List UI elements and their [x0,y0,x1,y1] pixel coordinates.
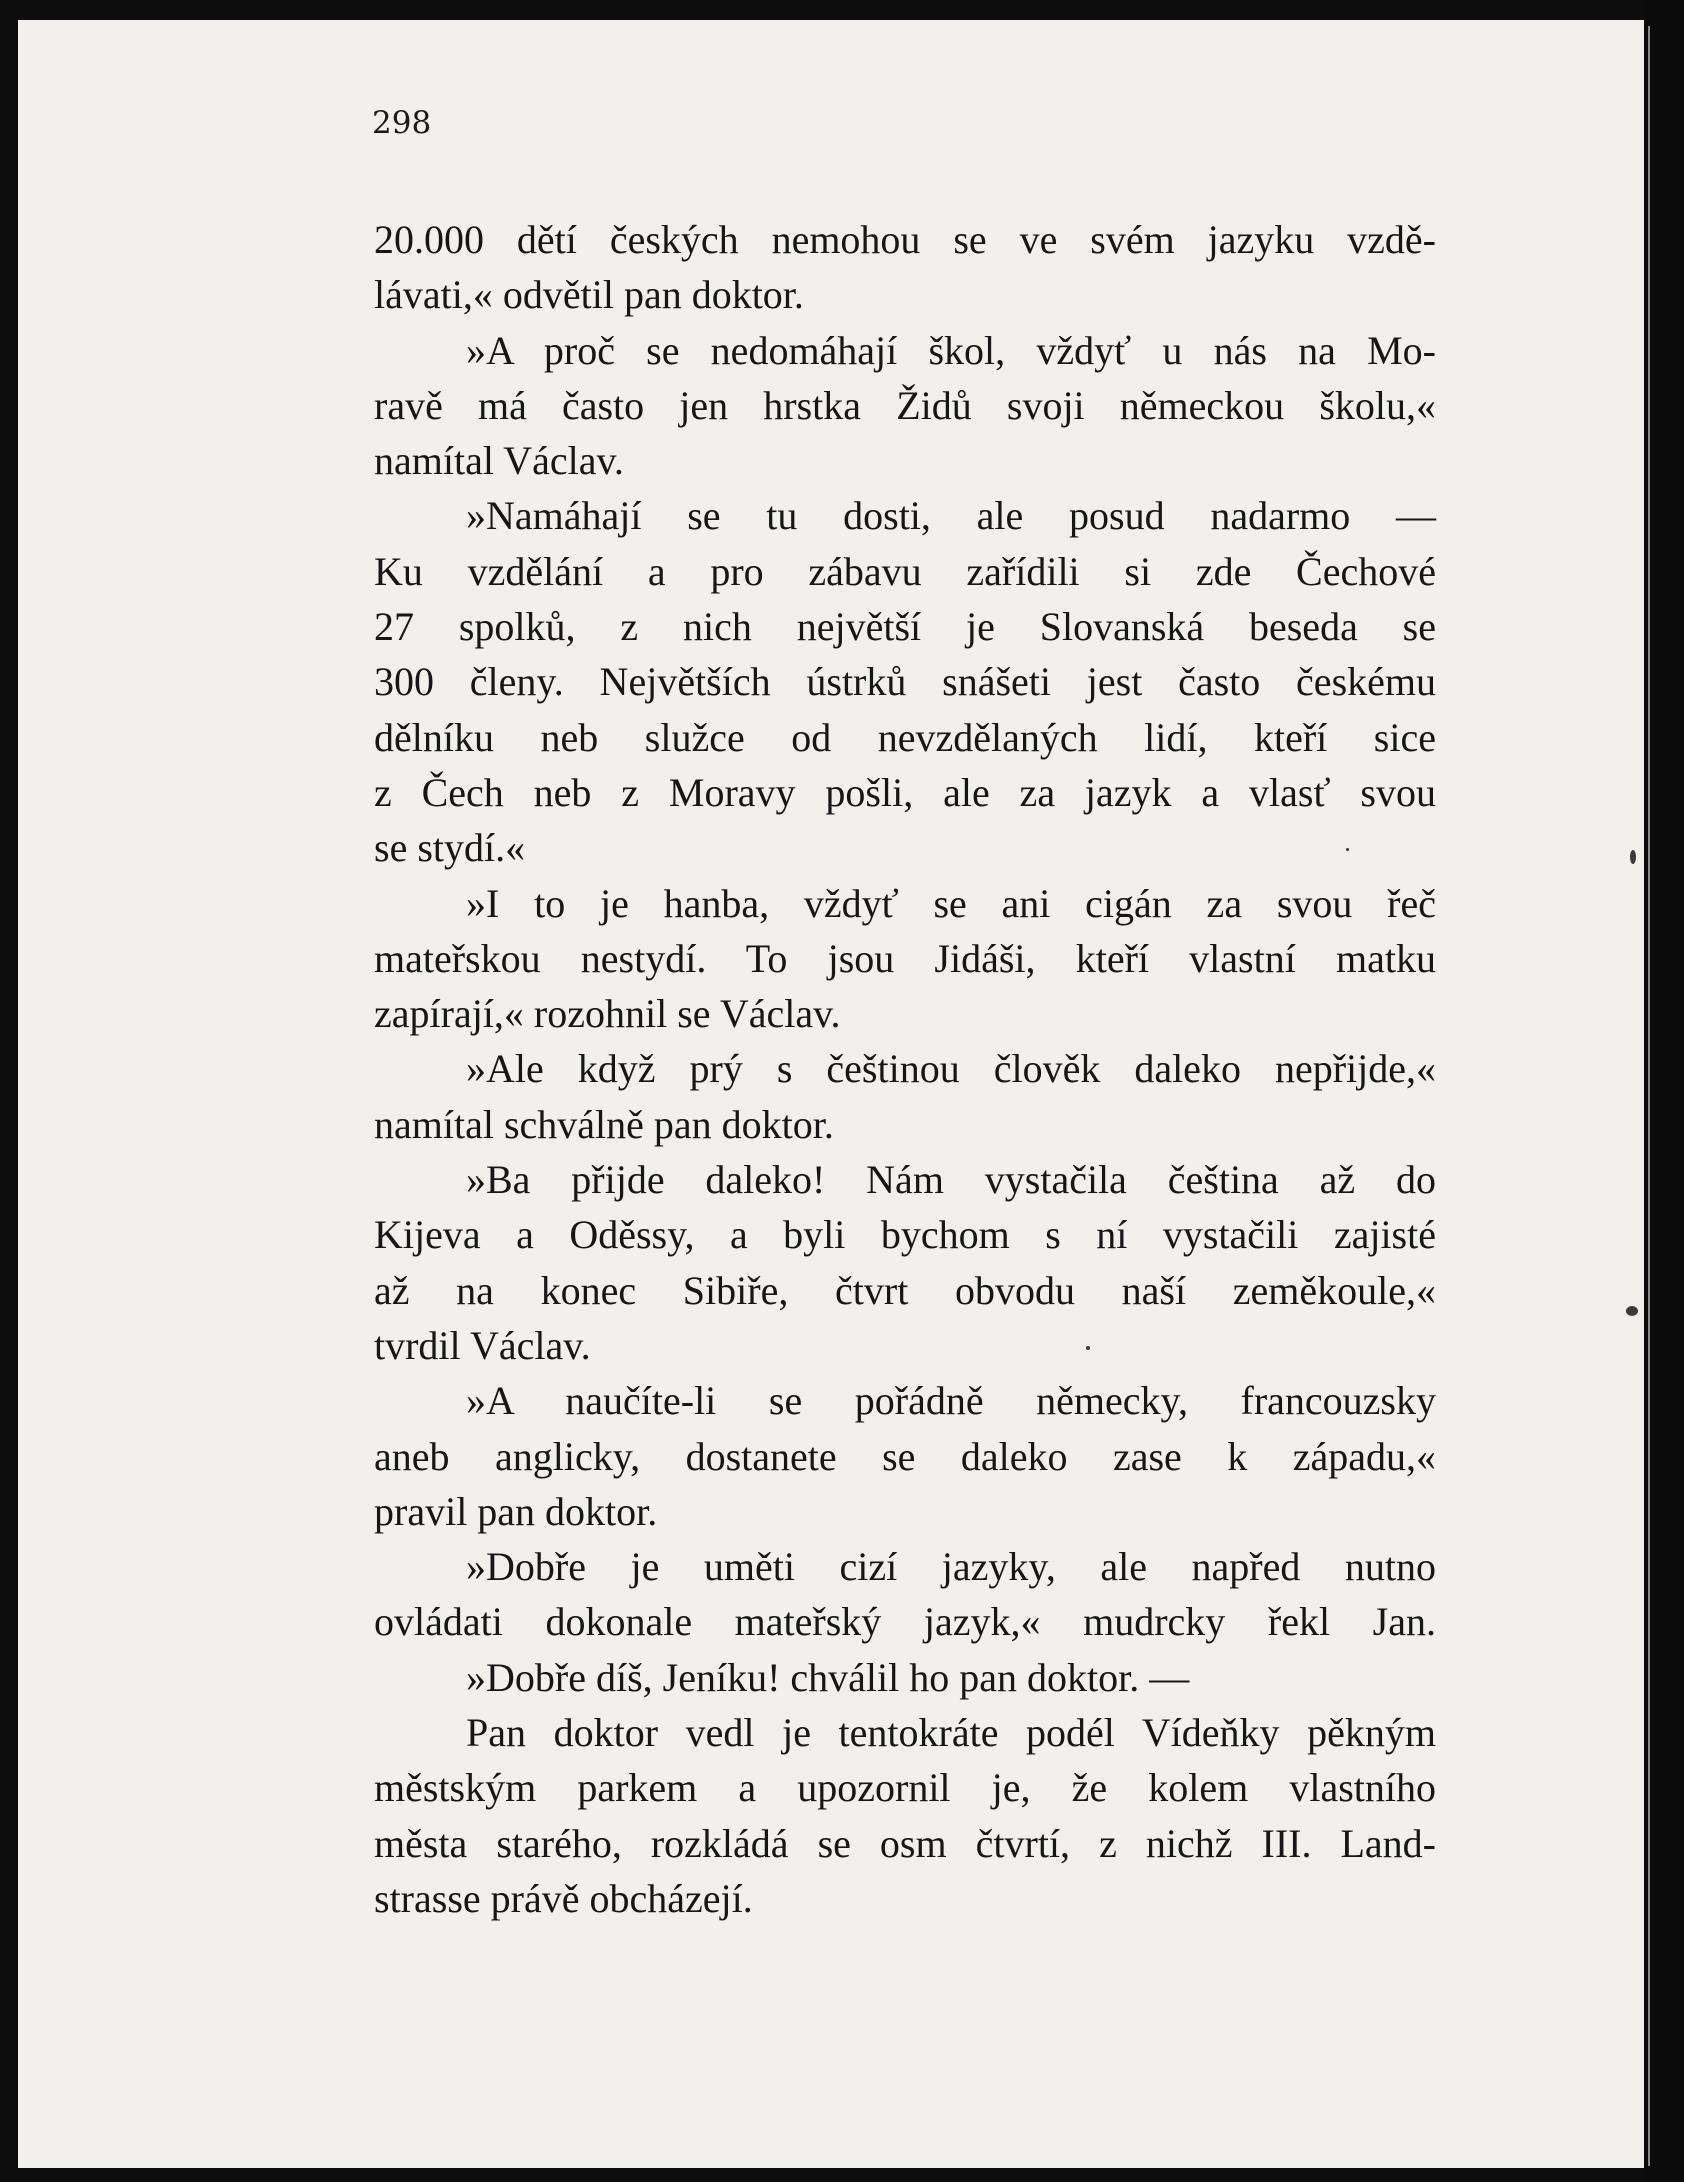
text-line: aneb anglicky, dostanete se daleko zase k západu,« [374,1433,1436,1479]
text-line: dělníku neb služce od nevzdělaných lidí, kteří sice [374,714,1436,760]
text-line: tvrdil Václav. [374,1322,591,1368]
text-line: až na konec Sibiře, čtvrt obvodu naší zeměkoule,« [374,1267,1436,1313]
text-line: ovládati dokonale mateřský jazyk,« mudrcky řekl Jan. [374,1599,1436,1645]
text-line: »A proč se nedomáhají škol, vždyť u nás na Mo- [466,327,1436,373]
text-line: »Ba přijde daleko! Nám vystačila čeština až do [466,1157,1436,1203]
text-line: 27 spolků, z nich největší je Slovanská beseda se [374,604,1436,650]
scan-speck [1630,850,1636,864]
scan-speck [1346,848,1349,851]
text-line: 20.000 dětí českých nemohou se ve svém jazyku vzdě- [374,217,1436,262]
text-line: »Dobře je uměti cizí jazyky, ale napřed nutno [466,1544,1436,1590]
page-number: 298 [372,105,432,141]
text-line: Ku vzdělání a pro zábavu zařídili si zde Čechové [374,548,1436,594]
text-line: »A naučíte-li se pořádně německy, francouzsky [466,1378,1436,1424]
text-line: strasse právě obcházejí. [374,1875,753,1921]
body-text [374,212,1436,1926]
scan-gutter [1644,0,1684,2182]
text-line: pravil pan doktor. [374,1488,658,1534]
text-line: města starého, rozkládá se osm čtvrtí, z nichž III. Land- [374,1820,1436,1866]
text-line: mateřskou nestydí. To jsou Jidáši, kteří vlastní matku [374,935,1436,981]
text-line: »Ale když prý s češtinou člověk daleko nepřijde,« [466,1046,1436,1092]
scan-speck [1086,1346,1090,1350]
text-line: 300 členy. Největších ústrků snášeti jest často českému [374,659,1436,705]
text-line: se stydí.« [374,825,526,871]
text-line: Pan doktor vedl je tentokráte podél Vídeňky pěkným [466,1710,1436,1756]
text-line: lávati,« odvětil pan doktor. [374,272,804,318]
text-line: zapírají,« rozohnil se Václav. [374,991,841,1037]
text-line: namítal Václav. [374,438,624,484]
text-line: »I to je hanba, vždyť se ani cigán za svou řeč [466,880,1436,926]
text-line: ravě má často jen hrstka Židů svoji německou školu,« [374,382,1436,428]
text-line: namítal schválně pan doktor. [374,1101,834,1147]
text-line: Kijeva a Oděssy, a byli bychom s ní vystačili zajisté [374,1212,1436,1258]
text-line: z Čech neb z Moravy pošli, ale za jazyk a vlasť svou [374,769,1436,815]
text-line: »Namáhají se tu dosti, ale posud nadarmo — [466,493,1436,539]
text-line: městským parkem a upozornil je, že kolem vlastního [374,1765,1436,1811]
text-line: »Dobře díš, Jeníku! chválil ho pan doktor. — [466,1654,1190,1700]
page-edge-line [1648,26,1650,2166]
scan-speck [1626,1306,1638,1316]
